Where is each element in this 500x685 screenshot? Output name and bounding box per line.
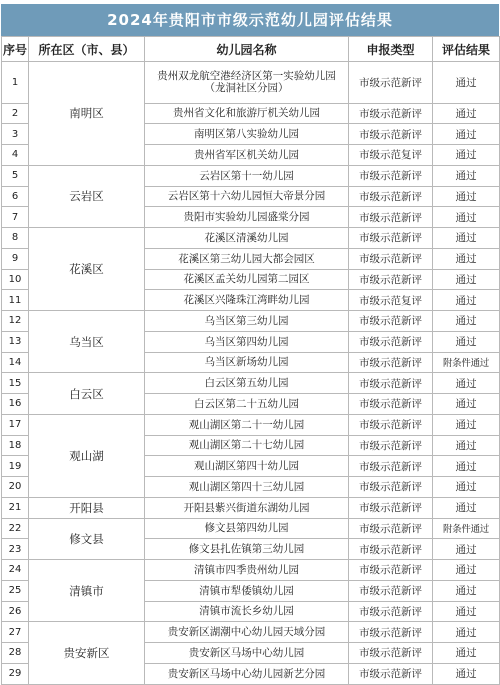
evaluation-result-cell: 通过	[433, 207, 500, 228]
table-row	[2, 373, 500, 394]
kindergarten-name-cell: 贵阳市实验幼儿园盛棠分园	[145, 207, 349, 228]
evaluation-result-cell: 通过	[433, 622, 500, 643]
serial-number-cell: 14	[2, 352, 29, 373]
results-document	[0, 4, 500, 681]
kindergarten-name-cell: 修文县第四幼儿园	[145, 518, 349, 539]
serial-number-cell: 17	[2, 414, 29, 435]
district-cell: 观山湖	[29, 414, 145, 497]
district-cell: 花溪区	[29, 228, 145, 311]
kindergarten-name-cell: 贵安新区湖潮中心幼儿园天域分园	[145, 622, 349, 643]
serial-number-cell: 9	[2, 248, 29, 269]
table-row	[2, 622, 500, 643]
district-cell: 云岩区	[29, 165, 145, 227]
serial-number-cell: 18	[2, 435, 29, 456]
serial-number-cell: 6	[2, 186, 29, 207]
application-type-cell: 市级示范新评	[349, 539, 433, 560]
serial-number-cell: 11	[2, 290, 29, 311]
kindergarten-name-cell: 观山湖区第四十幼儿园	[145, 456, 349, 477]
kindergarten-name-cell: 云岩区第十六幼儿园恒大帝景分园	[145, 186, 349, 207]
application-type-cell: 市级示范新评	[349, 497, 433, 518]
application-type-cell: 市级示范新评	[349, 62, 433, 104]
serial-number-cell: 13	[2, 331, 29, 352]
application-type-cell: 市级示范复评	[349, 290, 433, 311]
district-cell: 白云区	[29, 373, 145, 415]
application-type-cell: 市级示范新评	[349, 269, 433, 290]
table-row	[2, 311, 500, 332]
kindergarten-name-cell: 观山湖区第四十三幼儿园	[145, 477, 349, 498]
header-application-type: 申报类型	[349, 37, 433, 62]
evaluation-result-cell: 通过	[433, 539, 500, 560]
table-row	[2, 228, 500, 249]
kindergarten-name-cell: 贵州双龙航空港经济区第一实验幼儿园（龙洞社区分园）	[145, 62, 349, 104]
evaluation-result-cell: 附条件通过	[433, 518, 500, 539]
serial-number-cell: 5	[2, 165, 29, 186]
application-type-cell: 市级示范新评	[349, 331, 433, 352]
application-type-cell: 市级示范新评	[349, 643, 433, 664]
kindergarten-name-cell: 贵安新区马场中心幼儿园	[145, 643, 349, 664]
district-cell: 乌当区	[29, 311, 145, 373]
application-type-cell: 市级示范新评	[349, 394, 433, 415]
serial-number-cell: 21	[2, 497, 29, 518]
table-row	[2, 518, 500, 539]
application-type-cell: 市级示范新评	[349, 518, 433, 539]
serial-number-cell: 22	[2, 518, 29, 539]
evaluation-result-cell: 通过	[433, 290, 500, 311]
evaluation-result-cell: 通过	[433, 186, 500, 207]
kindergarten-name-cell: 南明区第八实验幼儿园	[145, 124, 349, 145]
serial-number-cell: 19	[2, 456, 29, 477]
evaluation-result-cell: 通过	[433, 477, 500, 498]
header-district: 所在区（市、县）	[29, 37, 145, 62]
table-header-row	[2, 37, 500, 62]
evaluation-result-cell: 通过	[433, 62, 500, 104]
kindergarten-name-cell: 贵州省军区机关幼儿园	[145, 145, 349, 166]
results-table	[1, 36, 500, 685]
kindergarten-name-cell: 乌当区第三幼儿园	[145, 311, 349, 332]
table-row	[2, 497, 500, 518]
application-type-cell: 市级示范新评	[349, 414, 433, 435]
evaluation-result-cell: 附条件通过	[433, 352, 500, 373]
kindergarten-name-cell: 修文县扎佐镇第三幼儿园	[145, 539, 349, 560]
evaluation-result-cell: 通过	[433, 435, 500, 456]
application-type-cell: 市级示范新评	[349, 663, 433, 684]
kindergarten-name-cell: 清镇市犁倭镇幼儿园	[145, 580, 349, 601]
evaluation-result-cell: 通过	[433, 414, 500, 435]
evaluation-result-cell: 通过	[433, 228, 500, 249]
application-type-cell: 市级示范新评	[349, 103, 433, 124]
serial-number-cell: 24	[2, 560, 29, 581]
serial-number-cell: 27	[2, 622, 29, 643]
evaluation-result-cell: 通过	[433, 165, 500, 186]
table-row	[2, 62, 500, 104]
header-kindergarten-name: 幼儿园名称	[145, 37, 349, 62]
application-type-cell: 市级示范新评	[349, 560, 433, 581]
table-body	[2, 62, 500, 685]
district-cell: 南明区	[29, 62, 145, 166]
evaluation-result-cell: 通过	[433, 248, 500, 269]
evaluation-result-cell: 通过	[433, 663, 500, 684]
application-type-cell: 市级示范新评	[349, 580, 433, 601]
page-title: 2024年贵阳市市级示范幼儿园评估结果	[1, 4, 499, 36]
serial-number-cell: 26	[2, 601, 29, 622]
application-type-cell: 市级示范新评	[349, 601, 433, 622]
application-type-cell: 市级示范新评	[349, 477, 433, 498]
evaluation-result-cell: 通过	[433, 601, 500, 622]
district-cell: 清镇市	[29, 560, 145, 622]
table-row	[2, 165, 500, 186]
district-cell: 贵安新区	[29, 622, 145, 684]
application-type-cell: 市级示范新评	[349, 228, 433, 249]
serial-number-cell: 25	[2, 580, 29, 601]
serial-number-cell: 3	[2, 124, 29, 145]
kindergarten-name-cell: 贵州省文化和旅游厅机关幼儿园	[145, 103, 349, 124]
application-type-cell: 市级示范新评	[349, 622, 433, 643]
kindergarten-name-cell: 观山湖区第二十七幼儿园	[145, 435, 349, 456]
application-type-cell: 市级示范复评	[349, 145, 433, 166]
evaluation-result-cell: 通过	[433, 373, 500, 394]
application-type-cell: 市级示范新评	[349, 186, 433, 207]
serial-number-cell: 10	[2, 269, 29, 290]
kindergarten-name-cell: 开阳县紫兴街道东湖幼儿园	[145, 497, 349, 518]
kindergarten-name-cell: 白云区第五幼儿园	[145, 373, 349, 394]
kindergarten-name-cell: 花溪区兴隆珠江湾畔幼儿园	[145, 290, 349, 311]
table-row	[2, 560, 500, 581]
kindergarten-name-cell: 观山湖区第二十一幼儿园	[145, 414, 349, 435]
evaluation-result-cell: 通过	[433, 560, 500, 581]
application-type-cell: 市级示范新评	[349, 456, 433, 477]
serial-number-cell: 20	[2, 477, 29, 498]
serial-number-cell: 2	[2, 103, 29, 124]
evaluation-result-cell: 通过	[433, 497, 500, 518]
kindergarten-name-cell: 花溪区孟关幼儿园第二园区	[145, 269, 349, 290]
header-serial: 序号	[2, 37, 29, 62]
serial-number-cell: 8	[2, 228, 29, 249]
kindergarten-name-cell: 花溪区第三幼儿园大都会园区	[145, 248, 349, 269]
evaluation-result-cell: 通过	[433, 394, 500, 415]
application-type-cell: 市级示范新评	[349, 248, 433, 269]
kindergarten-name-cell: 白云区第二十五幼儿园	[145, 394, 349, 415]
serial-number-cell: 12	[2, 311, 29, 332]
evaluation-result-cell: 通过	[433, 456, 500, 477]
kindergarten-name-cell: 花溪区清溪幼儿园	[145, 228, 349, 249]
application-type-cell: 市级示范新评	[349, 373, 433, 394]
evaluation-result-cell: 通过	[433, 269, 500, 290]
serial-number-cell: 16	[2, 394, 29, 415]
serial-number-cell: 15	[2, 373, 29, 394]
application-type-cell: 市级示范新评	[349, 311, 433, 332]
application-type-cell: 市级示范新评	[349, 207, 433, 228]
header-evaluation-result: 评估结果	[433, 37, 500, 62]
application-type-cell: 市级示范新评	[349, 352, 433, 373]
evaluation-result-cell: 通过	[433, 103, 500, 124]
district-cell: 修文县	[29, 518, 145, 560]
serial-number-cell: 7	[2, 207, 29, 228]
evaluation-result-cell: 通过	[433, 331, 500, 352]
kindergarten-name-cell: 清镇市流长乡幼儿园	[145, 601, 349, 622]
evaluation-result-cell: 通过	[433, 580, 500, 601]
serial-number-cell: 1	[2, 62, 29, 104]
application-type-cell: 市级示范新评	[349, 165, 433, 186]
serial-number-cell: 4	[2, 145, 29, 166]
district-cell: 开阳县	[29, 497, 145, 518]
kindergarten-name-cell: 清镇市四季贵州幼儿园	[145, 560, 349, 581]
serial-number-cell: 28	[2, 643, 29, 664]
application-type-cell: 市级示范新评	[349, 435, 433, 456]
evaluation-result-cell: 通过	[433, 124, 500, 145]
kindergarten-name-cell: 贵安新区马场中心幼儿园新艺分园	[145, 663, 349, 684]
evaluation-result-cell: 通过	[433, 643, 500, 664]
evaluation-result-cell: 通过	[433, 311, 500, 332]
serial-number-cell: 23	[2, 539, 29, 560]
application-type-cell: 市级示范新评	[349, 124, 433, 145]
evaluation-result-cell: 通过	[433, 145, 500, 166]
serial-number-cell: 29	[2, 663, 29, 684]
table-row	[2, 414, 500, 435]
kindergarten-name-cell: 乌当区第四幼儿园	[145, 331, 349, 352]
kindergarten-name-cell: 云岩区第十一幼儿园	[145, 165, 349, 186]
kindergarten-name-cell: 乌当区新场幼儿园	[145, 352, 349, 373]
